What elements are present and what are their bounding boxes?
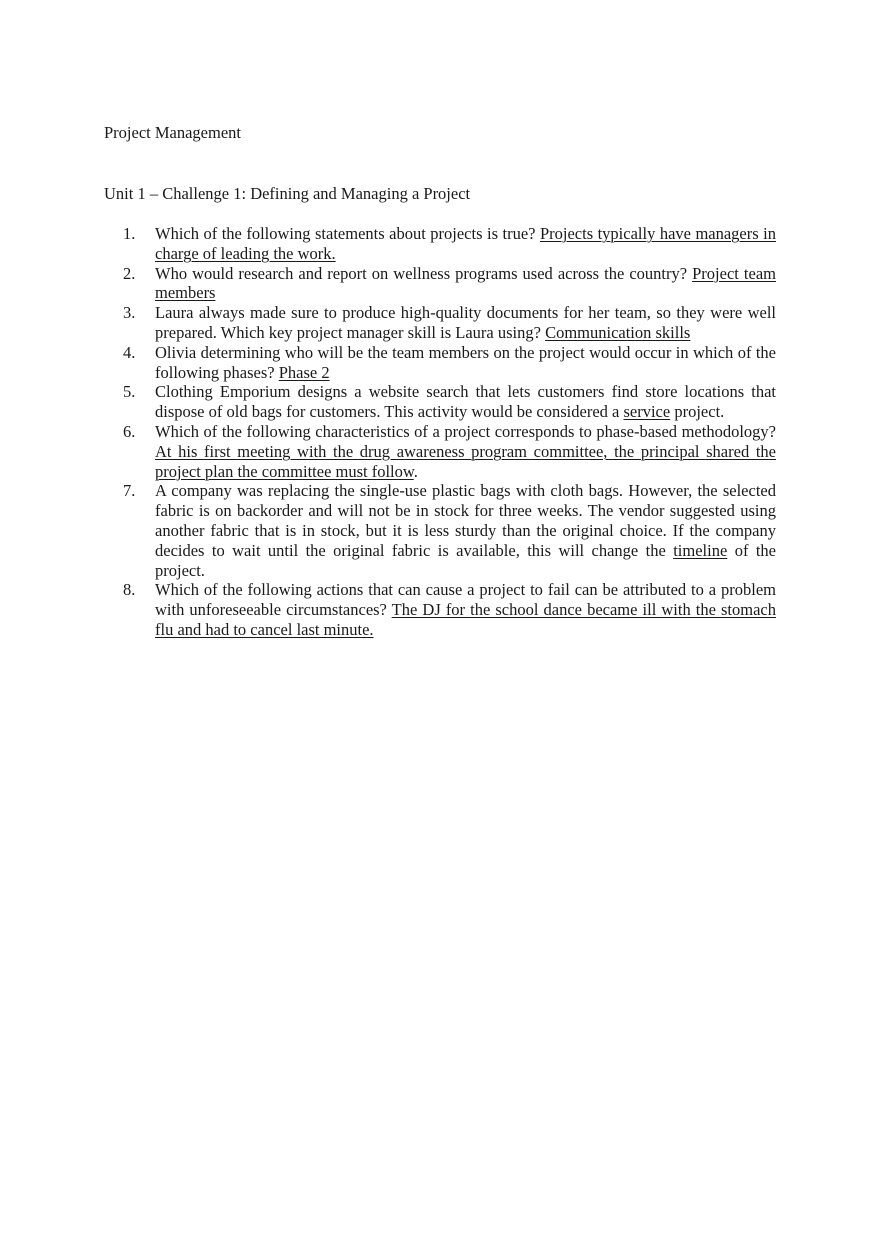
question-list bbox=[104, 224, 776, 640]
question-item-6 bbox=[104, 422, 776, 481]
question-item-8 bbox=[104, 580, 776, 639]
question-item-7 bbox=[104, 481, 776, 580]
question-prompt: A company was replacing the single-use plastic bags with cloth bags. However, the selected fabric is on backorder and will not be in stock for three weeks. The vendor suggested using another fabric that is in stock, but it is less sturdy than the original choice. If the company decides to wait until the original fabric is available, this will change the bbox=[155, 481, 776, 560]
question-answer: Phase 2 bbox=[278, 362, 330, 382]
question-number: 1. bbox=[123, 224, 136, 243]
question-prompt: Laura always made sure to produce high-quality documents for her team, so they were well prepared. Which key project manager skill is Laura using? bbox=[155, 303, 776, 342]
question-number: 6. bbox=[123, 421, 136, 441]
question-text bbox=[155, 481, 776, 580]
question-prompt: Olivia determining who will be the team members on the project would occur in which of the following phases? bbox=[155, 342, 776, 382]
question-number: 2. bbox=[123, 263, 136, 283]
section-heading: Unit 1 – Challenge 1: Defining and Managing a Project bbox=[104, 184, 471, 203]
question-suffix: . bbox=[413, 461, 418, 481]
question-answer: service bbox=[623, 402, 671, 422]
question-prompt: Which of the following characteristics of a project corresponds to phase-based methodology? bbox=[155, 421, 776, 441]
document-title: Project Management bbox=[104, 123, 241, 142]
question-answer: Projects typically have managers in charge of leading the work. bbox=[155, 224, 776, 263]
question-text bbox=[155, 382, 776, 422]
question-prompt: Clothing Emporium designs a website search that lets customers find store locations that dispose of old bags for customers. This activity would be considered a bbox=[155, 382, 776, 422]
question-text bbox=[155, 422, 776, 481]
question-text bbox=[155, 343, 776, 383]
question-answer: Project team members bbox=[155, 263, 776, 303]
question-number: 5. bbox=[123, 382, 136, 402]
question-answer: At his first meeting with the drug awareness program committee, the principal shared the project plan the committee must follow bbox=[155, 441, 776, 481]
question-suffix: of the project. bbox=[155, 540, 777, 580]
question-number: 8. bbox=[123, 580, 136, 600]
question-prompt: Which of the following actions that can cause a project to fail can be attributed to a problem with unforeseeable circumstances? bbox=[155, 580, 776, 620]
question-number: 4. bbox=[123, 342, 136, 362]
question-answer: timeline bbox=[673, 540, 728, 560]
question-text bbox=[155, 580, 776, 639]
question-text bbox=[155, 303, 776, 343]
question-item-5 bbox=[104, 382, 776, 422]
question-suffix: project. bbox=[670, 402, 725, 422]
question-item-1 bbox=[104, 224, 776, 264]
question-text bbox=[155, 224, 776, 264]
question-item-3 bbox=[104, 303, 776, 343]
question-prompt: Who would research and report on wellness programs used across the country? bbox=[155, 263, 693, 283]
question-prompt: Which of the following statements about projects is true? bbox=[155, 224, 540, 243]
question-item-4 bbox=[104, 343, 776, 383]
question-number: 3. bbox=[123, 303, 136, 323]
question-item-2 bbox=[104, 264, 776, 304]
question-answer: The DJ for the school dance became ill with the stomach flu and had to cancel last minute. bbox=[155, 600, 776, 639]
question-number: 7. bbox=[123, 481, 136, 501]
question-answer: Communication skills bbox=[545, 322, 691, 342]
question-text bbox=[155, 264, 776, 304]
